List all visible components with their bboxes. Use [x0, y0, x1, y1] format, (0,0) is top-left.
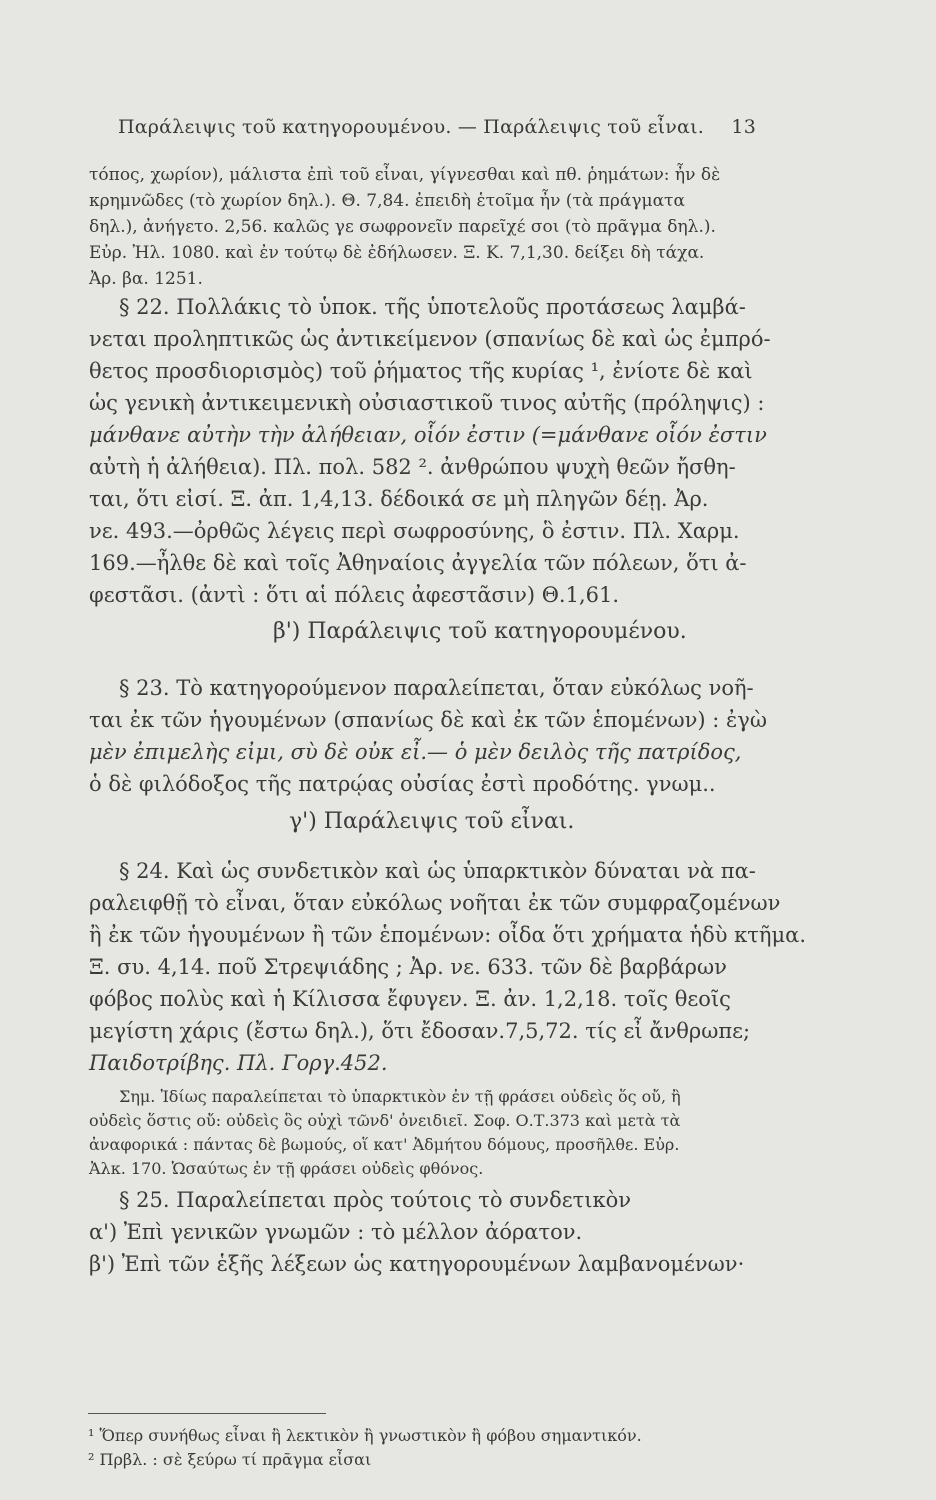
text-line: Ἀρ. βα. 1251.	[89, 269, 203, 289]
text-line: ται, ὅτι εἰσί. Ξ. ἀπ. 1,4,13. δέδοικά σε μὴ πληγῶν δέῃ. Ἀρ.	[89, 487, 709, 511]
section-24	[89, 855, 806, 1079]
running-header	[118, 116, 756, 138]
text-line: § 22. Πολλάκις τὸ ὑποκ. τῆς ὑποτελοῦς προτάσεως λαμβά-	[119, 295, 746, 319]
text-line: μὲν ἐπιμελὴς εἰμι, σὺ δὲ οὐκ εἶ.— ὁ μὲν δειλὸς τῆς πατρίδος,	[89, 740, 742, 764]
text-line: φεστᾶσι. (ἀντὶ : ὅτι αἱ πόλεις ἀφεστᾶσιν) Θ.1,61.	[89, 583, 620, 607]
text-line: ραλειφθῇ τὸ εἶναι, ὅταν εὐκόλως νοῆται ἐκ τῶν συμφραζομένων	[89, 891, 781, 915]
text-line: § 24. Καὶ ὡς συνδετικὸν καὶ ὡς ὑπαρκτικὸν δύναται νὰ πα-	[119, 859, 756, 883]
intro-paragraph	[89, 162, 771, 292]
text-line: 169.—ἦλθε δὲ καὶ τοῖς Ἀθηναίοις ἀγγελία τῶν πόλεων, ὅτι ἀ-	[89, 551, 747, 575]
text-line: Ἀλκ. 170. Ὡσαύτως ἐν τῇ φράσει οὐδεὶς φθόνος.	[89, 1159, 484, 1178]
footnote-1: ¹ Ὅπερ συνήθως εἶναι ἢ λεκτικὸν ἢ γνωστικὸν ἢ φόβου σημαντικόν.	[88, 1426, 642, 1445]
text-line: ἢ ἐκ τῶν ἡγουμένων ἢ τῶν ἑπομένων: οἶδα ὅτι χρήματα ἡδὺ κτῆμα.	[89, 923, 806, 947]
section-25	[89, 1184, 771, 1280]
text-line: α') Ἐπὶ γενικῶν γνωμῶν : τὸ μέλλον ἀόρατον.	[89, 1220, 583, 1244]
text-line: β') Ἐπὶ τῶν ἑξῆς λέξεων ὡς κατηγορουμένων λαμβανομένων·	[89, 1252, 745, 1276]
footnote-2: ² Πρβλ. : σὲ ξεύρω τί πρᾶγμα εἶσαι	[88, 1450, 372, 1469]
text-line: φόβος πολὺς καὶ ἡ Κίλισσα ἔφυγεν. Ξ. ἀν. 1,2,18. τοῖς θεοῖς	[89, 987, 731, 1011]
text-line: ται ἐκ τῶν ἡγουμένων (σπανίως δὲ καὶ ἐκ τῶν ἑπομένων) : ἐγὼ	[89, 708, 767, 732]
text-line: § 25. Παραλείπεται πρὸς τούτοις τὸ συνδετικὸν	[119, 1188, 631, 1212]
text-line: νε. 493.—ὀρθῶς λέγεις περὶ σωφροσύνης, ὃ ἐστιν. Πλ. Χαρμ.	[89, 519, 740, 543]
text-line: Ξ. συ. 4,14. ποῦ Στρεψιάδης ; Ἀρ. νε. 633. τῶν δὲ βαρβάρων	[89, 955, 727, 979]
text-line: αὐτὴ ἡ ἀλήθεια). Πλ. πολ. 582 ². ἀνθρώπου ψυχὴ θεῶν ἤσθη-	[89, 455, 736, 479]
text-line: § 23. Τὸ κατηγορούμενον παραλείπεται, ὅταν εὐκόλως νοῆ-	[119, 676, 754, 700]
section-22	[89, 291, 771, 611]
text-line: Εὐρ. Ἠλ. 1080. καὶ ἐν τούτῳ δὲ ἐδήλωσεν. Ξ. Κ. 7,1,30. δείξει δὴ τάχα.	[89, 243, 705, 263]
text-line: μάνθανε αὐτὴν τὴν ἀλήθειαν, οἷόν ἐστιν (=μάνθανε οἷόν ἐστιν	[89, 423, 767, 447]
text-line: Σημ. Ἰδίως παραλείπεται τὸ ὑπαρκτικὸν ἐν τῇ φράσει οὐδεὶς ὅς οὔ, ἢ	[119, 1087, 681, 1106]
text-line: νεται προληπτικῶς ὡς ἀντικείμενον (σπανίως δὲ καὶ ὡς ἐμπρό-	[89, 327, 771, 351]
text-line: μεγίστη χάρις (ἔστω δηλ.), ὅτι ἔδοσαν.7,5,72. τίς εἶ ἄνθρωπε;	[89, 1019, 751, 1043]
text-line: δηλ.), ἀνήγετο. 2,56. καλῶς γε σωφρονεῖν παρεῖχέ σοι (τὸ πρᾶγμα δηλ.).	[89, 217, 716, 237]
page-number: 13	[731, 116, 756, 138]
text-line: ὁ δὲ φιλόδοξος τῆς πατρῴας οὐσίας ἐστὶ προδότης. γνωμ..	[89, 772, 716, 796]
section-23	[89, 672, 771, 800]
heading-gamma: γ') Παράλειψις τοῦ εἶναι.	[289, 809, 575, 834]
text-line: ὡς γενικὴ ἀντικειμενικὴ οὐσιαστικοῦ τινος αὐτῆς (πρόληψις) :	[89, 391, 765, 415]
text-line: θετος προσδιορισμὸς) τοῦ ῥήματος τῆς κυρίας ¹, ἐνίοτε δὲ καὶ	[89, 359, 753, 383]
running-title: Παράλειψις τοῦ κατηγορουμένου. — Παράλειψις τοῦ εἶναι.	[118, 116, 704, 138]
text-line: ἀναφορικά : πάντας δὲ βωμούς, οἵ κατ' Ἀδμήτου δόμους, προσῆλθε. Εὐρ.	[89, 1135, 680, 1154]
text-line: τόπος, χωρίον), μάλιστα ἐπὶ τοῦ εἶναι, γίγνεσθαι καὶ πθ. ῥημάτων: ἦν δὲ	[89, 165, 721, 185]
note-paragraph	[89, 1085, 771, 1181]
text-line: κρημνῶδες (τὸ χωρίον δηλ.). Θ. 7,84. ἐπειδὴ ἑτοῖμα ἦν (τὰ πράγματα	[89, 191, 685, 211]
text-line: Παιδοτρίβης. Πλ. Γοργ.452.	[89, 1051, 388, 1075]
text-line: οὐδεὶς ὅστις οὔ: οὐδεὶς ὃς οὐχὶ τῶνδ' ὀνειδιεῖ. Σοφ. Ο.Τ.373 καὶ μετὰ τὰ	[89, 1111, 681, 1130]
heading-beta: β') Παράλειψις τοῦ κατηγορουμένου.	[273, 619, 687, 644]
footnote-rule	[88, 1413, 326, 1414]
